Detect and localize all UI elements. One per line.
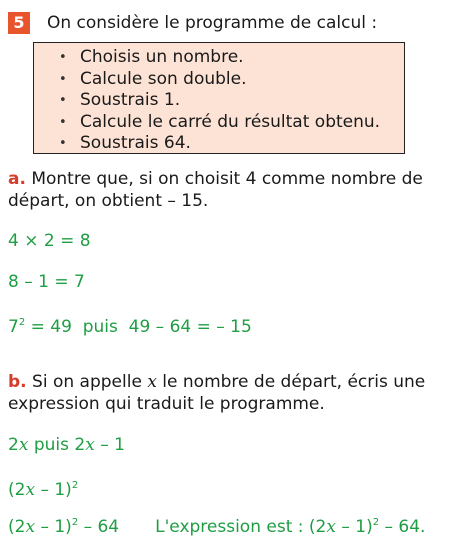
answer-b-line-3 <box>8 512 425 538</box>
exercise-number-badge: 5 <box>8 12 30 34</box>
expr-part: – 1 <box>94 435 125 455</box>
program-step: • Soustrais 1. <box>34 90 404 112</box>
program-step: • Calcule le carré du résultat obtenu. <box>34 112 404 134</box>
question-b <box>8 371 468 415</box>
square-base: 7 <box>8 317 19 337</box>
answer-b-line-1 <box>8 434 125 456</box>
exponent: 2 <box>71 480 79 491</box>
expr-part: puis 2 <box>28 435 86 455</box>
program-steps-list <box>34 43 404 155</box>
variable-x: x <box>85 435 95 455</box>
exponent: 2 <box>18 317 26 328</box>
expr-part: – 64. <box>379 517 426 537</box>
answer-a-line-1: 4 × 2 = 8 <box>8 231 91 251</box>
program-step: • Choisis un nombre. <box>34 47 404 69</box>
expr-part: – 1) <box>335 517 373 537</box>
question-a-text: Montre que, si on choisit 4 comme nombre de départ, on obtient – 15. <box>8 169 423 211</box>
expr-part: (2 <box>8 517 26 537</box>
variable-x: x <box>18 435 29 455</box>
question-b-text-start: Si on appelle <box>32 372 148 392</box>
question-b-letter: b. <box>8 372 27 392</box>
answer-b-line-2 <box>8 475 78 501</box>
question-b-text-end: le nombre de départ, écris une expression qui traduit le programme. <box>8 372 426 414</box>
variable-x: x <box>326 517 336 537</box>
question-a <box>8 168 468 212</box>
variable-x: x <box>25 480 36 500</box>
expr-part: – 1) <box>35 517 72 537</box>
expr-part: L'expression est : (2 <box>155 517 327 537</box>
final-expression <box>155 517 425 537</box>
variable-x: x <box>25 517 36 537</box>
exercise-intro: On considère le programme de calcul : <box>47 13 378 33</box>
exponent: 2 <box>372 517 380 528</box>
answer-a-line-3 <box>8 312 252 338</box>
answer-a-line-2: 8 – 1 = 7 <box>8 272 85 292</box>
expr-part: 2 <box>8 435 19 455</box>
expr-part: (2 <box>8 480 26 500</box>
program-step: • Soustrais 64. <box>34 133 404 155</box>
expr-part: – 1) <box>35 480 72 500</box>
question-a-letter: a. <box>8 169 26 189</box>
variable-x: x <box>147 372 157 392</box>
expr-part: – 64 <box>78 517 120 537</box>
answer-a-line-3-rest: = 49 puis 49 – 64 = – 15 <box>25 317 252 337</box>
program-box <box>33 42 405 154</box>
program-step: • Calcule son double. <box>34 69 404 91</box>
exponent: 2 <box>71 517 79 528</box>
